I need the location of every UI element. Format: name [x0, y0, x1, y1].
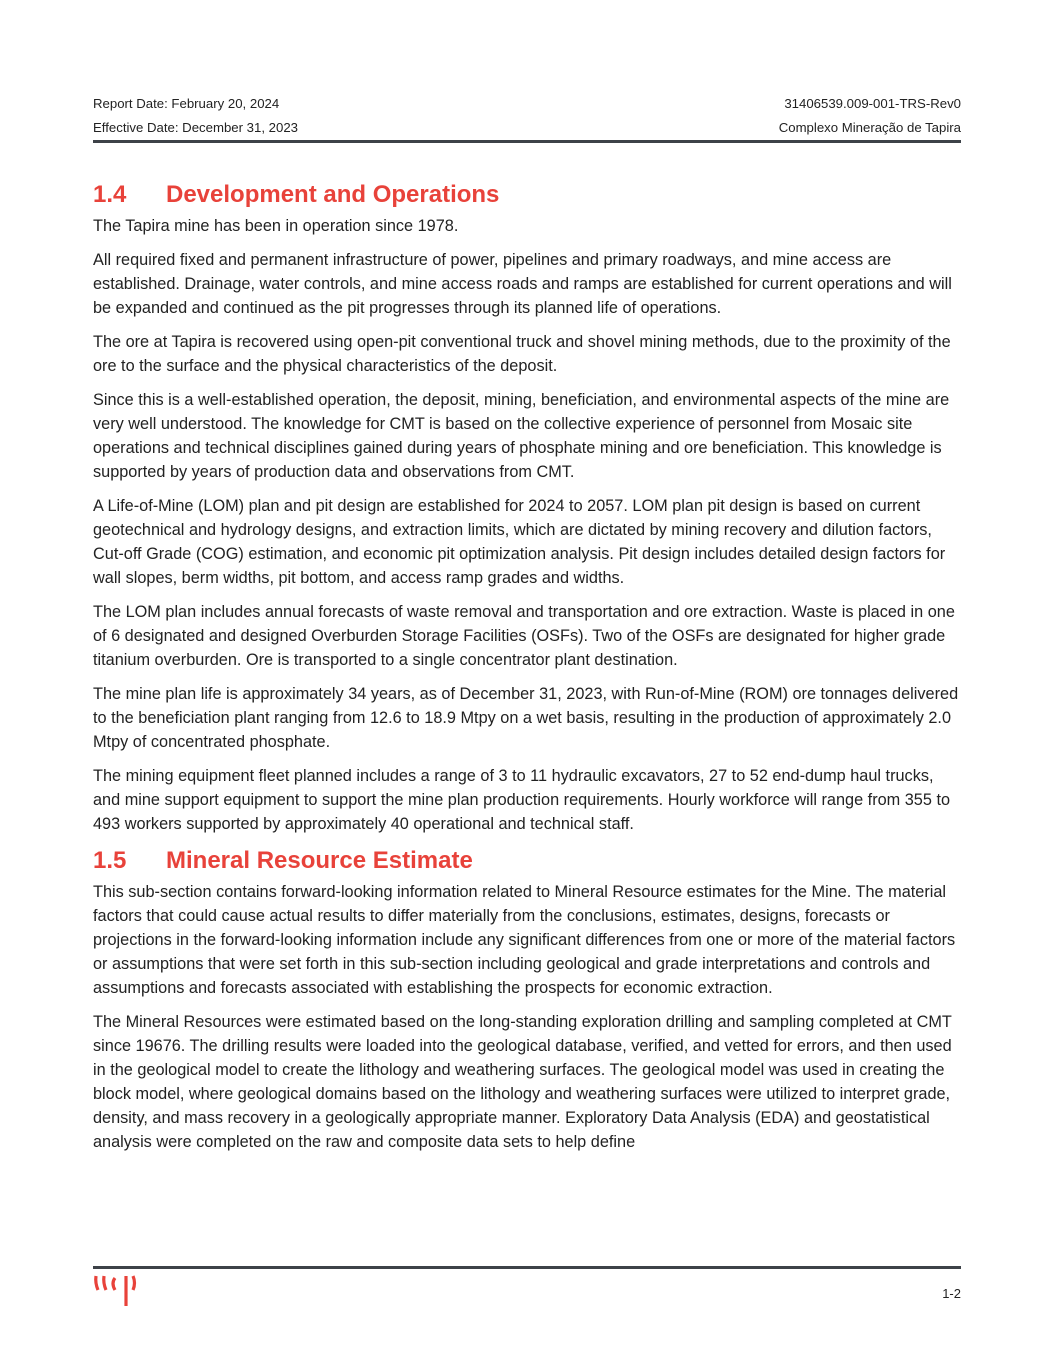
document-number: 31406539.009-001-TRS-Rev0	[784, 96, 961, 111]
effective-date: Effective Date: December 31, 2023	[93, 120, 299, 135]
paragraph: The LOM plan includes annual forecasts of waste removal and transportation and ore extraction. Waste is placed in one of 6 designated and designed Overburden Storage Facilities (OSFs). Two of the OSFs are designated for higher grade titanium overburden. Ore is transported to a single concentrator plant destination.	[93, 603, 955, 669]
document-body	[93, 178, 963, 1164]
paragraph: The mine plan life is approximately 34 years, as of December 31, 2023, with Run-of-Mine (ROM) ore tonnages delivered to the beneficiation plant ranging from 12.6 to 18.9 Mtpy on a wet basis, resulting in the production of approximately 2.0 Mtpy of concentrated phosphate.	[93, 685, 959, 751]
project-name: Complexo Mineração de Tapira	[778, 120, 961, 135]
paragraph: The Mineral Resources were estimated based on the long-standing exploration drilling and sampling completed at CMT since 19676. The drilling results were loaded into the geological database, verified, and vetted for errors, and then used in the geological model to create the lithology and weathering surfaces. The geological model was used in creating the block model, where geological domains based on the lithology and weathering surfaces were utilized to interpret grade, density, and mass recovery in a geologically appropriate manner. Exploratory Data Analysis (EDA) and geostatistical analysis were completed on the raw and composite data sets to help define	[93, 1013, 952, 1151]
page-header	[93, 92, 961, 140]
paragraph: The ore at Tapira is recovered using open-pit conventional truck and shovel mining methods, due to the proximity of the ore to the surface and the physical characteristics of the deposit.	[93, 333, 951, 375]
wsp-logo	[93, 1274, 157, 1313]
section-title: Development and Operations	[166, 181, 500, 208]
header-divider	[93, 140, 961, 143]
report-date: Report Date: February 20, 2024	[93, 96, 280, 111]
paragraph: Since this is a well-established operation, the deposit, mining, beneficiation, and environmental aspects of the mine are very well understood. The knowledge for CMT is based on the collective experience of personnel from Mosaic site operations and technical disciplines gained during years of phosphate mining and ore beneficiation. This knowledge is supported by years of production data and observations from CMT.	[93, 391, 950, 481]
section-title: Mineral Resource Estimate	[166, 847, 473, 874]
paragraph: The mining equipment fleet planned includes a range of 3 to 11 hydraulic excavators, 27 to 52 end-dump haul trucks, and mine support equipment to support the mine plan production requirements. Hourly workforce will range from 355 to 493 workers supported by approximately 40 operational and technical staff.	[93, 767, 951, 833]
paragraph: The Tapira mine has been in operation since 1978.	[93, 217, 459, 235]
footer-divider	[93, 1266, 961, 1269]
section-number: 1.4	[93, 181, 127, 208]
section-heading-1-4	[93, 178, 963, 212]
page-number: 1-2	[942, 1286, 961, 1301]
paragraph: All required fixed and permanent infrastructure of power, pipelines and primary roadways, and mine access are established. Drainage, water controls, and mine access roads and ramps are established for current operations and will be expanded and continued as the pit progresses through its planned life of operations.	[93, 251, 952, 317]
section-heading-1-5	[93, 844, 963, 878]
section-number: 1.5	[93, 847, 127, 874]
paragraph: This sub-section contains forward-looking information related to Mineral Resource estimates for the Mine. The material factors that could cause actual results to differ materially from the conclusions, estimates, designs, forecasts or projections in the forward-looking information include any significant differences from one or more of the material factors or assumptions that were set forth in this sub-section including geological and grade interpretations and controls and assumptions and forecasts associated with establishing the prospects for economic extraction.	[93, 883, 956, 997]
paragraph: A Life-of-Mine (LOM) plan and pit design are established for 2024 to 2057. LOM plan pit design is based on current geotechnical and hydrology designs, and extraction limits, which are dictated by mining recovery and dilution factors, Cut-off Grade (COG) estimation, and economic pit optimization analysis. Pit design includes detailed design factors for wall slopes, berm widths, pit bottom, and access ramp grades and widths.	[93, 497, 946, 587]
